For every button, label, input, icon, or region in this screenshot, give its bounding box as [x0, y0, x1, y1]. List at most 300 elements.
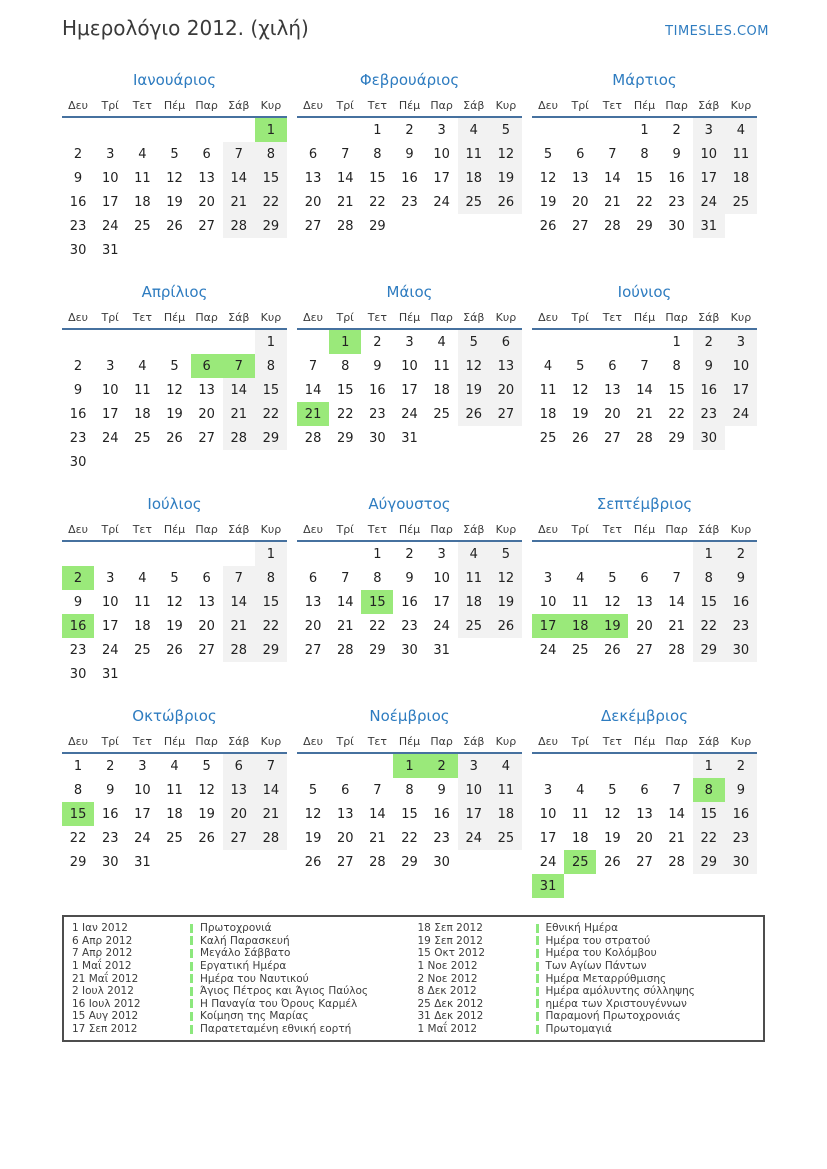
week-row — [297, 117, 522, 142]
day-cell: 20 — [304, 194, 322, 210]
day-cell: 19 — [571, 406, 589, 422]
day-cell: 25 — [571, 642, 589, 658]
day-cell: 21 — [369, 830, 386, 846]
day-cell: 21 — [636, 406, 653, 422]
empty-cell — [532, 117, 564, 142]
month-12 — [532, 706, 757, 918]
day-cell: 26 — [490, 614, 522, 638]
day-cell: 15 — [361, 590, 393, 614]
day-cell: 24 — [433, 618, 450, 634]
week-row — [297, 566, 522, 590]
day-cell: 19 — [539, 194, 557, 210]
legend-holiday-name: Εθνική Ημέρα — [545, 922, 618, 935]
day-cell: 22 — [369, 194, 386, 210]
empty-cell — [126, 329, 158, 354]
day-cell: 12 — [604, 806, 621, 822]
legend-entry — [418, 1010, 764, 1023]
day-cell: 8 — [255, 566, 287, 590]
day-cell: 19 — [166, 406, 183, 422]
weekday-header: Πέμ — [628, 307, 660, 329]
day-cell: 11 — [166, 782, 183, 798]
legend-entry — [72, 935, 418, 948]
month-9 — [532, 494, 757, 706]
week-row — [62, 541, 287, 566]
day-cell: 17 — [101, 618, 119, 634]
day-cell: 1 — [393, 753, 425, 778]
week-row — [297, 354, 522, 378]
legend-holiday-name: Κοίμηση της Μαρίας — [200, 1010, 309, 1023]
day-cell: 3 — [106, 358, 115, 374]
month-7 — [62, 494, 287, 706]
empty-cell — [94, 329, 126, 354]
empty-cell — [126, 238, 158, 262]
week-row — [62, 190, 287, 214]
holiday-marker-icon — [536, 962, 539, 971]
day-cell: 4 — [543, 358, 553, 374]
weekday-header: Σάβ — [458, 731, 490, 753]
weekday-header: Τρί — [564, 731, 596, 753]
day-cell: 24 — [725, 402, 757, 426]
weekday-header: Κυρ — [725, 307, 757, 329]
empty-cell — [329, 117, 361, 142]
empty-cell — [490, 214, 522, 238]
day-cell: 10 — [433, 570, 450, 586]
day-cell: 26 — [571, 430, 589, 446]
legend-entry — [418, 947, 764, 960]
week-row — [532, 354, 757, 378]
legend-date: 6 Απρ 2012 — [72, 934, 133, 947]
day-cell: 30 — [101, 854, 119, 870]
empty-cell — [329, 541, 361, 566]
day-cell: 29 — [693, 638, 725, 662]
week-row — [297, 329, 522, 354]
day-cell: 30 — [69, 454, 87, 470]
day-cell: 27 — [636, 854, 653, 870]
legend-entry — [418, 960, 764, 973]
day-cell: 11 — [725, 142, 757, 166]
weekday-header: Πέμ — [628, 519, 660, 541]
day-cell: 1 — [640, 122, 649, 138]
holiday-legend — [62, 915, 765, 1042]
day-cell: 21 — [604, 194, 621, 210]
day-cell: 29 — [255, 638, 287, 662]
day-cell: 28 — [336, 218, 354, 234]
day-cell: 7 — [373, 782, 382, 798]
empty-cell — [361, 753, 393, 778]
day-cell: 27 — [304, 642, 322, 658]
legend-entry — [72, 985, 418, 998]
day-cell: 14 — [668, 806, 685, 822]
legend-date: 31 Δεκ 2012 — [417, 1010, 484, 1023]
holiday-marker-icon — [536, 974, 539, 983]
day-cell: 21 — [223, 402, 255, 426]
day-cell: 31 — [401, 430, 418, 446]
week-row — [62, 117, 287, 142]
day-cell: 23 — [725, 614, 757, 638]
legend-holiday-name: Παραμονή Πρωτοχρονιάς — [545, 1010, 681, 1023]
day-cell: 7 — [341, 146, 350, 162]
legend-date: 25 Δεκ 2012 — [417, 997, 484, 1010]
day-cell: 14 — [668, 594, 685, 610]
day-cell: 6 — [576, 146, 585, 162]
day-cell: 11 — [571, 594, 589, 610]
day-cell: 29 — [255, 214, 287, 238]
day-cell: 21 — [336, 618, 354, 634]
day-cell: 17 — [433, 594, 450, 610]
day-cell: 17 — [725, 378, 757, 402]
empty-cell — [158, 662, 190, 686]
day-cell: 3 — [106, 146, 115, 162]
weekday-header: Δευ — [532, 731, 564, 753]
week-row — [62, 802, 287, 826]
legend-entry — [418, 985, 764, 998]
day-cell: 13 — [198, 382, 215, 398]
day-cell: 2 — [62, 566, 94, 590]
legend-date: 1 Νοε 2012 — [417, 960, 478, 973]
day-cell: 17 — [433, 170, 450, 186]
legend-holiday-name: Πρωτοχρονιά — [200, 922, 272, 935]
empty-cell — [191, 662, 223, 686]
day-cell: 29 — [636, 218, 653, 234]
empty-cell — [725, 426, 757, 450]
weekday-header: Τρί — [329, 95, 361, 117]
day-cell: 17 — [134, 806, 151, 822]
week-row — [62, 329, 287, 354]
weekday-header: Πέμ — [158, 519, 190, 541]
week-row — [297, 190, 522, 214]
weekday-header: Τρί — [94, 519, 126, 541]
month-title: Φεβρουάριος — [359, 71, 460, 89]
day-cell: 5 — [543, 146, 553, 162]
day-cell: 12 — [539, 170, 557, 186]
day-cell: 15 — [693, 590, 725, 614]
holiday-marker-icon — [536, 949, 539, 958]
day-cell: 25 — [166, 830, 183, 846]
day-cell: 14 — [636, 382, 653, 398]
legend-entry — [418, 972, 764, 985]
day-cell: 16 — [725, 590, 757, 614]
day-cell: 15 — [62, 802, 94, 826]
day-cell: 27 — [198, 218, 215, 234]
weekday-header-row — [62, 731, 287, 753]
day-cell: 26 — [604, 854, 621, 870]
day-cell: 3 — [543, 570, 553, 586]
day-cell: 8 — [373, 570, 382, 586]
day-cell: 13 — [490, 354, 522, 378]
legend-date: 2 Ιουλ 2012 — [72, 985, 134, 998]
day-cell: 23 — [69, 642, 87, 658]
empty-cell — [158, 117, 190, 142]
weekday-header: Τρί — [329, 731, 361, 753]
day-cell: 23 — [101, 830, 119, 846]
day-cell: 1 — [255, 329, 287, 354]
weekday-header: Δευ — [62, 307, 94, 329]
day-cell: 5 — [490, 117, 522, 142]
day-cell: 30 — [668, 218, 685, 234]
day-cell: 13 — [304, 594, 322, 610]
day-cell: 25 — [134, 218, 151, 234]
day-cell: 11 — [571, 806, 589, 822]
day-cell: 16 — [725, 802, 757, 826]
day-cell: 3 — [458, 753, 490, 778]
week-row — [297, 802, 522, 826]
day-cell: 1 — [255, 117, 287, 142]
day-cell: 7 — [341, 570, 350, 586]
empty-cell — [223, 329, 255, 354]
day-cell: 10 — [539, 594, 557, 610]
day-cell: 14 — [223, 166, 255, 190]
weekday-header: Σάβ — [458, 519, 490, 541]
brand-link[interactable]: TIMESLES.COM — [665, 24, 769, 39]
day-cell: 18 — [134, 194, 151, 210]
day-cell: 26 — [458, 402, 490, 426]
day-cell: 24 — [101, 218, 119, 234]
day-cell: 1 — [672, 334, 681, 350]
week-row — [62, 354, 287, 378]
day-cell: 25 — [433, 406, 450, 422]
day-cell: 8 — [255, 142, 287, 166]
legend-entry — [72, 947, 418, 960]
legend-holiday-name: Ημέρα του Ναυτικού — [200, 972, 309, 985]
empty-cell — [564, 753, 596, 778]
day-cell: 27 — [198, 430, 215, 446]
holiday-marker-icon — [536, 1012, 539, 1021]
week-row — [532, 329, 757, 354]
day-cell: 17 — [693, 166, 725, 190]
legend-date: 1 Ιαν 2012 — [72, 922, 128, 935]
day-cell: 16 — [433, 806, 450, 822]
weekday-header: Παρ — [191, 307, 223, 329]
day-cell: 23 — [725, 826, 757, 850]
legend-date: 15 Οκτ 2012 — [417, 947, 486, 960]
empty-cell — [297, 753, 329, 778]
legend-holiday-name: Των Αγίων Πάντων — [545, 960, 647, 973]
day-cell: 2 — [725, 541, 757, 566]
empty-cell — [628, 874, 660, 898]
day-cell: 23 — [369, 406, 386, 422]
day-cell: 13 — [223, 778, 255, 802]
day-cell: 24 — [539, 642, 557, 658]
empty-cell — [158, 329, 190, 354]
day-cell: 19 — [166, 194, 183, 210]
legend-column-1 — [72, 922, 418, 1040]
empty-cell — [564, 329, 596, 354]
empty-cell — [126, 662, 158, 686]
empty-cell — [62, 541, 94, 566]
day-cell: 26 — [166, 218, 183, 234]
day-cell: 13 — [336, 806, 354, 822]
holiday-marker-icon — [536, 987, 539, 996]
day-cell: 1 — [255, 541, 287, 566]
day-cell: 22 — [693, 826, 725, 850]
day-cell: 18 — [458, 166, 490, 190]
day-cell: 28 — [604, 218, 621, 234]
day-cell: 29 — [401, 854, 418, 870]
day-cell: 11 — [458, 566, 490, 590]
weekday-header-row — [297, 307, 522, 329]
day-cell: 29 — [255, 426, 287, 450]
legend-date: 2 Νοε 2012 — [417, 972, 478, 985]
day-cell: 12 — [198, 782, 215, 798]
weekday-header: Δευ — [297, 731, 329, 753]
holiday-marker-icon — [190, 1025, 193, 1034]
weekday-header: Τρί — [94, 307, 126, 329]
day-cell: 18 — [134, 618, 151, 634]
day-cell: 11 — [539, 382, 557, 398]
empty-cell — [661, 753, 693, 778]
weekday-header-row — [532, 95, 757, 117]
week-row — [62, 238, 287, 262]
day-cell: 6 — [191, 354, 223, 378]
legend-holiday-name: Πρωτομαγιά — [545, 1023, 612, 1036]
day-cell: 25 — [539, 430, 557, 446]
weekday-header: Δευ — [532, 307, 564, 329]
weekday-header: Τετ — [361, 519, 393, 541]
day-cell: 2 — [405, 546, 414, 562]
day-cell: 8 — [373, 146, 382, 162]
week-row — [297, 753, 522, 778]
day-cell: 6 — [640, 782, 649, 798]
day-cell: 7 — [608, 146, 617, 162]
day-cell: 31 — [101, 242, 119, 258]
day-cell: 10 — [725, 354, 757, 378]
day-cell: 9 — [437, 782, 446, 798]
week-row — [532, 638, 757, 662]
day-cell: 13 — [604, 382, 621, 398]
weekday-header: Πέμ — [393, 95, 425, 117]
day-cell: 10 — [401, 358, 418, 374]
week-row — [297, 142, 522, 166]
day-cell: 6 — [490, 329, 522, 354]
day-cell: 26 — [539, 218, 557, 234]
empty-cell — [297, 541, 329, 566]
weekday-header: Κυρ — [255, 519, 287, 541]
empty-cell — [596, 874, 628, 898]
weekday-header-row — [297, 731, 522, 753]
day-cell: 15 — [668, 382, 685, 398]
day-cell: 22 — [255, 614, 287, 638]
holiday-marker-icon — [536, 936, 539, 945]
day-cell: 4 — [138, 570, 147, 586]
day-cell: 6 — [223, 753, 255, 778]
day-cell: 7 — [640, 358, 649, 374]
day-cell: 16 — [69, 194, 87, 210]
empty-cell — [223, 117, 255, 142]
day-cell: 29 — [69, 854, 87, 870]
day-cell: 21 — [297, 402, 329, 426]
weekday-header: Πέμ — [393, 307, 425, 329]
holiday-marker-icon — [536, 999, 539, 1008]
empty-cell — [628, 753, 660, 778]
day-cell: 20 — [198, 194, 215, 210]
day-cell: 14 — [255, 778, 287, 802]
day-cell: 18 — [134, 406, 151, 422]
weekday-header: Δευ — [62, 519, 94, 541]
day-cell: 18 — [490, 802, 522, 826]
empty-cell — [693, 874, 725, 898]
page-title: Ημερολόγιο 2012. (χιλή) — [62, 16, 309, 40]
day-cell: 10 — [101, 382, 119, 398]
empty-cell — [191, 541, 223, 566]
day-cell: 19 — [490, 166, 522, 190]
empty-cell — [393, 214, 425, 238]
day-cell: 9 — [693, 354, 725, 378]
day-cell: 15 — [369, 170, 386, 186]
month-1 — [62, 70, 287, 282]
day-cell: 8 — [405, 782, 414, 798]
weekday-header: Κυρ — [255, 95, 287, 117]
weekday-header-row — [62, 95, 287, 117]
empty-cell — [255, 450, 287, 474]
day-cell: 23 — [401, 194, 418, 210]
day-cell: 30 — [725, 850, 757, 874]
day-cell: 20 — [336, 830, 354, 846]
week-row — [532, 166, 757, 190]
month-table — [62, 731, 287, 874]
day-cell: 29 — [336, 430, 354, 446]
day-cell: 6 — [308, 570, 318, 586]
empty-cell — [94, 117, 126, 142]
weekday-header: Κυρ — [725, 95, 757, 117]
empty-cell — [62, 329, 94, 354]
day-cell: 12 — [571, 382, 589, 398]
day-cell: 20 — [490, 378, 522, 402]
empty-cell — [191, 117, 223, 142]
day-cell: 28 — [636, 430, 653, 446]
day-cell: 27 — [636, 642, 653, 658]
legend-holiday-name: Ημέρα αμόλυντης σύλληψης — [545, 985, 695, 998]
day-cell: 26 — [604, 642, 621, 658]
week-row — [297, 614, 522, 638]
day-cell: 12 — [490, 566, 522, 590]
day-cell: 1 — [693, 753, 725, 778]
day-cell: 17 — [401, 382, 418, 398]
day-cell: 8 — [693, 778, 725, 802]
day-cell: 1 — [373, 122, 382, 138]
weekday-header: Δευ — [62, 95, 94, 117]
day-cell: 12 — [166, 594, 183, 610]
empty-cell — [297, 117, 329, 142]
month-10 — [62, 706, 287, 918]
day-cell: 24 — [433, 194, 450, 210]
weekday-header: Δευ — [297, 519, 329, 541]
day-cell: 3 — [693, 117, 725, 142]
day-cell: 5 — [202, 758, 211, 774]
day-cell: 2 — [426, 753, 458, 778]
empty-cell — [158, 850, 190, 874]
day-cell: 5 — [458, 329, 490, 354]
day-cell: 9 — [405, 146, 414, 162]
week-row — [62, 402, 287, 426]
day-cell: 7 — [672, 782, 681, 798]
day-cell: 28 — [336, 642, 354, 658]
day-cell: 27 — [223, 826, 255, 850]
day-cell: 13 — [636, 806, 653, 822]
weekday-header: Κυρ — [490, 519, 522, 541]
day-cell: 1 — [73, 758, 83, 774]
day-cell: 30 — [433, 854, 450, 870]
empty-cell — [158, 541, 190, 566]
legend-holiday-name: Ημέρα του Κολόμβου — [545, 947, 657, 960]
empty-cell — [458, 850, 490, 874]
weekday-header: Δευ — [532, 519, 564, 541]
day-cell: 9 — [106, 782, 115, 798]
week-row — [532, 214, 757, 238]
day-cell: 16 — [693, 378, 725, 402]
day-cell: 5 — [576, 358, 585, 374]
month-3 — [532, 70, 757, 282]
month-title: Σεπτέμβριος — [596, 495, 693, 513]
